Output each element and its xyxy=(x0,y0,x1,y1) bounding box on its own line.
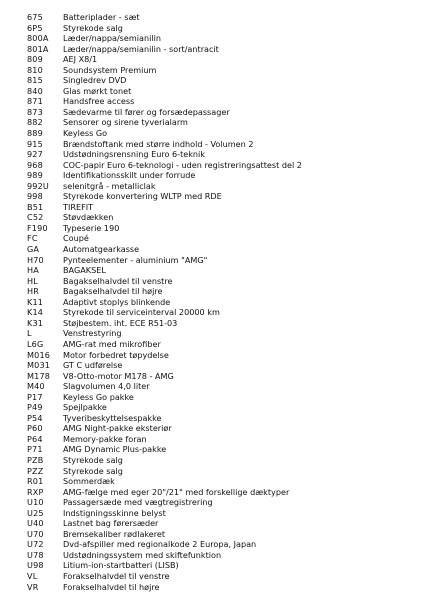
option-description: Venstrestyring xyxy=(63,328,122,339)
option-code: 801A xyxy=(27,43,49,54)
option-description: Styrekode til serviceinterval 20000 km xyxy=(63,307,220,318)
option-row xyxy=(27,550,427,561)
option-row xyxy=(27,560,427,571)
option-description: Bagakselhalvdel til venstre xyxy=(63,275,173,286)
option-code: 889 xyxy=(27,128,43,139)
option-description: Typeserie 190 xyxy=(63,222,120,233)
option-code: M178 xyxy=(27,370,51,381)
option-row xyxy=(27,255,427,266)
option-code: 800A xyxy=(27,33,49,44)
option-description: Identifikationsskilt under forrude xyxy=(63,170,196,181)
option-row xyxy=(27,518,427,529)
option-row xyxy=(27,233,427,244)
option-row xyxy=(27,392,427,403)
option-code: VL xyxy=(27,570,38,581)
option-code: 873 xyxy=(27,106,43,117)
option-row xyxy=(27,487,427,498)
option-row xyxy=(27,223,427,234)
option-description: Singledrev DVD xyxy=(63,75,127,86)
option-row xyxy=(27,466,427,477)
option-code: FC xyxy=(27,233,38,244)
option-code: 815 xyxy=(27,75,43,86)
option-row xyxy=(27,307,427,318)
option-code: R01 xyxy=(27,476,44,487)
option-code: U78 xyxy=(27,549,44,560)
option-description: V8-Otto-motor M178 - AMG xyxy=(63,370,174,381)
option-description: Memory-pakke foran xyxy=(63,433,147,444)
option-row xyxy=(27,339,427,350)
option-row xyxy=(27,212,427,223)
option-code: 882 xyxy=(27,117,43,128)
option-code: K11 xyxy=(27,296,44,307)
option-description: Bagakselhalvdel til højre xyxy=(63,286,163,297)
option-description: Styrekode salg xyxy=(63,22,123,33)
option-code: 809 xyxy=(27,54,43,65)
option-code: HL xyxy=(27,275,38,286)
option-row xyxy=(27,476,427,487)
option-code: 6P5 xyxy=(27,22,43,33)
option-description: Lastnet bag førersæder xyxy=(63,518,159,529)
option-row xyxy=(27,23,427,34)
option-row xyxy=(27,381,427,392)
option-description: Udstødningsrensning Euro 6-teknik xyxy=(63,149,205,160)
option-description: Passagersæde med vægtregistrering xyxy=(63,497,213,508)
option-code: 675 xyxy=(27,12,43,22)
option-description: Handsfree access xyxy=(63,96,135,107)
option-code: L xyxy=(27,328,32,339)
option-code: PZZ xyxy=(27,465,44,476)
option-code: U72 xyxy=(27,539,44,550)
option-code: K14 xyxy=(27,307,44,318)
option-row xyxy=(27,265,427,276)
option-code: P64 xyxy=(27,433,43,444)
option-row xyxy=(27,117,427,128)
option-row xyxy=(27,497,427,508)
option-code: HR xyxy=(27,286,40,297)
option-row xyxy=(27,191,427,202)
option-description: Støvdækken xyxy=(63,212,114,223)
option-description: Dvd-afspiller med regionalkode 2 Europa, Japan xyxy=(63,539,257,550)
option-code: U70 xyxy=(27,528,44,539)
option-row xyxy=(27,455,427,466)
option-description: Bremsekaliber rødlakeret xyxy=(63,528,166,539)
option-row xyxy=(27,149,427,160)
option-description: Keyless Go pakke xyxy=(63,391,134,402)
option-code: 927 xyxy=(27,149,43,160)
option-description: Brændstoftank med større indhold - Volumen 2 xyxy=(63,138,254,149)
option-row xyxy=(27,107,427,118)
option-code: B51 xyxy=(27,201,44,212)
option-description: Coupé xyxy=(63,233,89,244)
option-description: Udstødningssystem med skiftefunktion xyxy=(63,549,222,560)
option-description: Keyless Go xyxy=(63,128,108,139)
option-description: Sensorer og sirene tyverialarm xyxy=(63,117,188,128)
option-description: Adaptivt stoplys blinkende xyxy=(63,296,171,307)
option-code: 989 xyxy=(27,170,43,181)
option-description: Indstigningsskinne belyst xyxy=(63,507,166,518)
option-code: VR xyxy=(27,581,39,592)
option-description: Forakselhalvdel til højre xyxy=(63,581,160,592)
option-description: AMG-rat med mikrofiber xyxy=(63,338,161,349)
option-row xyxy=(27,286,427,297)
option-row xyxy=(27,160,427,171)
option-row xyxy=(27,434,427,445)
option-code: 915 xyxy=(27,138,43,149)
option-code: U40 xyxy=(27,518,44,529)
option-description: selenitgrå - metalliclak xyxy=(63,180,156,191)
option-row xyxy=(27,402,427,413)
option-code: F190 xyxy=(27,222,48,233)
option-description: Læder/nappa/semianilin xyxy=(63,33,161,44)
option-code: P54 xyxy=(27,412,43,423)
option-row xyxy=(27,181,427,192)
option-code: K31 xyxy=(27,317,44,328)
option-code: 810 xyxy=(27,64,43,75)
option-code: H70 xyxy=(27,254,44,265)
option-description: Læder/nappa/semianilin - sort/antracit xyxy=(63,43,219,54)
option-code: L6G xyxy=(27,338,44,349)
option-code: GA xyxy=(27,244,40,255)
option-row xyxy=(27,371,427,382)
option-row xyxy=(27,65,427,76)
option-code: 968 xyxy=(27,159,43,170)
option-row xyxy=(27,75,427,86)
option-row xyxy=(27,297,427,308)
option-row xyxy=(27,202,427,213)
option-description: BAGAKSEL xyxy=(63,265,106,276)
option-code: RXP xyxy=(27,486,44,497)
option-row xyxy=(27,54,427,65)
option-code: P49 xyxy=(27,402,43,413)
option-description: AEJ X8/1 xyxy=(63,54,98,65)
option-row xyxy=(27,444,427,455)
option-description: Soundsystem Premium xyxy=(63,64,157,75)
option-row xyxy=(27,539,427,550)
option-row xyxy=(27,12,427,23)
option-code: HA xyxy=(27,265,39,276)
option-row xyxy=(27,413,427,424)
option-code: U98 xyxy=(27,560,44,571)
option-row xyxy=(27,328,427,339)
option-description: Slagvolumen 4,0 liter xyxy=(63,381,150,392)
option-row xyxy=(27,350,427,361)
option-code: P17 xyxy=(27,391,43,402)
option-row xyxy=(27,170,427,181)
option-description: Glas mørkt tonet xyxy=(63,85,132,96)
option-code: P71 xyxy=(27,444,43,455)
option-code: 840 xyxy=(27,85,43,96)
option-code: M016 xyxy=(27,349,51,360)
option-row xyxy=(27,86,427,97)
option-description: Tyveribeskyttelsespakke xyxy=(63,412,162,423)
option-code: C52 xyxy=(27,212,44,223)
option-row xyxy=(27,128,427,139)
option-row xyxy=(27,139,427,150)
option-row xyxy=(27,318,427,329)
option-description: Styrekode konvertering WLTP med RDE xyxy=(63,191,222,202)
option-code: M40 xyxy=(27,381,45,392)
option-row xyxy=(27,571,427,582)
option-row xyxy=(27,360,427,371)
option-code: M031 xyxy=(27,360,51,371)
option-description: Spejlpakke xyxy=(63,402,107,413)
option-row xyxy=(27,276,427,287)
option-description: Styrekode salg xyxy=(63,465,123,476)
option-description: Sædevarme til fører og forsædepassager xyxy=(63,106,230,117)
option-description: Batteriplader - sæt xyxy=(63,12,140,22)
option-description: Sommerdæk xyxy=(63,476,115,487)
option-code: 992U xyxy=(27,180,50,191)
option-row xyxy=(27,423,427,434)
option-description: AMG Night-pakke eksteriør xyxy=(63,423,172,434)
option-code-list xyxy=(27,12,427,592)
option-code: P60 xyxy=(27,423,43,434)
option-row xyxy=(27,96,427,107)
option-description: AMG Dynamic Plus-pakke xyxy=(63,444,167,455)
option-code: U10 xyxy=(27,497,44,508)
option-description: Motor forbedret tøpydelse xyxy=(63,349,169,360)
option-description: Forakselhalvdel til venstre xyxy=(63,570,170,581)
option-description: GT C udførelse xyxy=(63,360,123,371)
option-row xyxy=(27,244,427,255)
option-code: 998 xyxy=(27,191,43,202)
option-description: Automatgearkasse xyxy=(63,244,140,255)
option-description: Pynteelementer - aluminium "AMG" xyxy=(63,254,208,265)
option-description: AMG-fælge med eger 20"/21" med forskellige dæktyper xyxy=(63,486,290,497)
option-row xyxy=(27,33,427,44)
option-description: TIREFIT xyxy=(63,201,94,212)
option-description: Styrekode salg xyxy=(63,454,123,465)
option-row xyxy=(27,529,427,540)
option-code: PZB xyxy=(27,454,44,465)
option-row xyxy=(27,582,427,592)
option-description: COC-papir Euro 6-teknologi - uden registreringsattest del 2 xyxy=(63,159,302,170)
option-description: Litium-ion-startbatteri (LISB) xyxy=(63,560,179,571)
option-description: Støjbestem. iht. ECE R51-03 xyxy=(63,317,178,328)
option-code: 871 xyxy=(27,96,43,107)
option-code: U25 xyxy=(27,507,44,518)
option-row xyxy=(27,508,427,519)
option-row xyxy=(27,44,427,55)
